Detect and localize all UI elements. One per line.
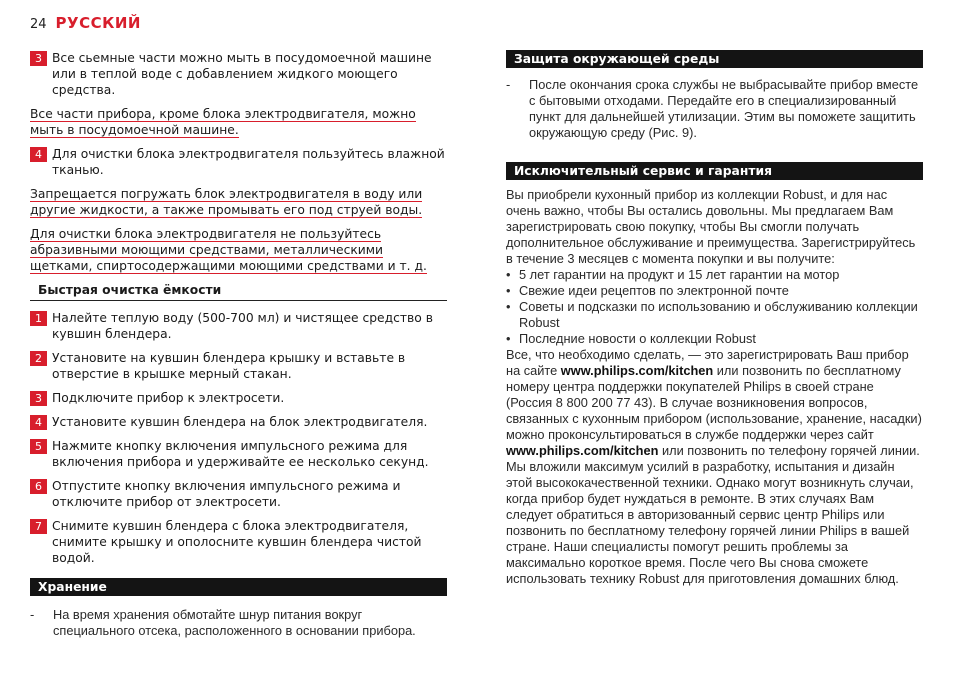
page-number: 24 xyxy=(30,17,47,32)
step-text: Установите на кувшин блендера крышку и вставьте в отверстие в крышке мерный стакан. xyxy=(52,351,406,381)
bullet-marker: • xyxy=(506,267,511,282)
website-link[interactable]: www.philips.com/kitchen xyxy=(560,363,714,378)
step-text: Установите кувшин блендера на блок электродвигателя. xyxy=(52,415,428,429)
language-title: РУССКИЙ xyxy=(55,14,141,32)
quick-clean-step xyxy=(30,390,447,406)
storage-text: - На время хранения обмотайте шнур питания вокруг специального отсека, расположенного в основании прибора. xyxy=(30,607,416,638)
environment-section-title: Защита окружающей среды xyxy=(506,50,923,68)
warning-immerse: Запрещается погружать блок электродвигателя в воду или другие жидкости, а также промывать его под струей воды. xyxy=(30,187,423,217)
step-number: 4 xyxy=(30,415,47,430)
step-text: Снимите кувшин блендера с блока электродвигателя, снимите крышку и ополосните кувшин блендера чистой водой. xyxy=(52,519,422,565)
step-number: 1 xyxy=(30,311,47,326)
storage-section-title: Хранение xyxy=(30,578,447,596)
quick-clean-step xyxy=(30,414,447,430)
service-section-title: Исключительный сервис и гарантия xyxy=(506,162,923,180)
bullet-marker: • xyxy=(506,331,511,346)
list-item: • Свежие идеи рецептов по электронной почте xyxy=(506,283,789,298)
step-number: 4 xyxy=(30,147,47,162)
step-text: Для очистки блока электродвигателя пользуйтесь влажной тканью. xyxy=(52,147,445,177)
right-column xyxy=(506,50,923,587)
dash-marker: - xyxy=(506,77,511,92)
quick-clean-step xyxy=(30,518,447,566)
service-intro: Вы приобрели кухонный прибор из коллекции Robust, и для нас очень важно, чтобы Вы остались довольны. Мы предлагаем Вам зарегистрировать свою покупку, чтобы Вы смогли получать дополнительное обслуживание и преимущества. Зарегистрируйтесь в течение 3 месяцев с момента покупки и вы получите: xyxy=(506,187,916,266)
warning-abrasive: Для очистки блока электродвигателя не пользуйтесь абразивными моющими средствами, металлическими щетками, спиртосодержащими моющими средствами и т. д. xyxy=(30,227,427,273)
step-4-motor-cleaning xyxy=(30,146,447,178)
quick-clean-title: Быстрая очистка ёмкости xyxy=(30,282,447,301)
step-number: 3 xyxy=(30,391,47,406)
quick-clean-step xyxy=(30,350,447,382)
step-3-dishwasher xyxy=(30,50,447,98)
step-number: 5 xyxy=(30,439,47,454)
step-number: 7 xyxy=(30,519,47,534)
step-text: Нажмите кнопку включения импульсного режима для включения прибора и удерживайте ее несколько секунд. xyxy=(52,439,429,469)
warning-dishwasher: Все части прибора, кроме блока электродвигателя, можно мыть в посудомоечной машине. xyxy=(30,107,416,137)
quick-clean-step xyxy=(30,310,447,342)
step-text: Все сьемные части можно мыть в посудомоечной машине или в теплой воде с добавлением жидкого моющего средства. xyxy=(52,51,432,97)
list-item: • Последние новости о коллекции Robust xyxy=(506,331,756,346)
left-column xyxy=(30,50,447,639)
quick-clean-step xyxy=(30,478,447,510)
bullet-marker: • xyxy=(506,283,511,298)
step-number: 3 xyxy=(30,51,47,66)
step-text: Подключите прибор к электросети. xyxy=(52,391,285,405)
environment-text: - После окончания срока службы не выбрасывайте прибор вместе с бытовыми отходами. Передайте его в специализированный пункт для дальнейшей утилизации. Этим вы поможете защитить окружающую среду (Рис. 9). xyxy=(506,77,919,140)
step-number: 2 xyxy=(30,351,47,366)
page-header xyxy=(30,14,141,38)
bullet-marker: • xyxy=(506,299,511,314)
website-link[interactable]: www.philips.com/kitchen xyxy=(506,443,659,458)
step-number: 6 xyxy=(30,479,47,494)
dash-marker: - xyxy=(30,607,35,622)
step-text: Отпустите кнопку включения импульсного режима и отключите прибор от электросети. xyxy=(52,479,401,509)
list-item: • Советы и подсказки по использованию и обслуживанию коллекции Robust xyxy=(506,299,918,330)
quick-clean-step xyxy=(30,438,447,470)
step-text: Налейте теплую воду (500-700 мл) и чистящее средство в кувшин блендера. xyxy=(52,311,433,341)
list-item: • 5 лет гарантии на продукт и 15 лет гарантии на мотор xyxy=(506,267,840,282)
service-details: Все, что необходимо сделать, — это зарегистрировать Ваш прибор на сайте www.philips.com/kitchen или позвонить по бесплатному номеру центра поддержки покупателей Philips в своей стране (Россия 8 800 200 77 43). В случае возникновения вопросов, связанных с кухонным прибором (использование, хранение, насадки) можно проконсультироваться в службе поддержки через сайт www.philips.com/kitchen или позвонить по телефону горячей линии. Мы вложили максимум усилий в разработку, испытания и дизайн этой высококачественной техники. Однако могут возникнуть случаи, когда прибор будет нуждаться в ремонте. В этих случаях Вам следует обратиться в авторизованный сервис центр Philips или позвонить по бесплатному телефону горячей линии Philips в вашей стране. Наши специалисты помогут решить проблемы за максимально короткое время. После чего Вы снова сможете использовать технику Robust для приготовления домашних блюд. xyxy=(506,347,922,586)
